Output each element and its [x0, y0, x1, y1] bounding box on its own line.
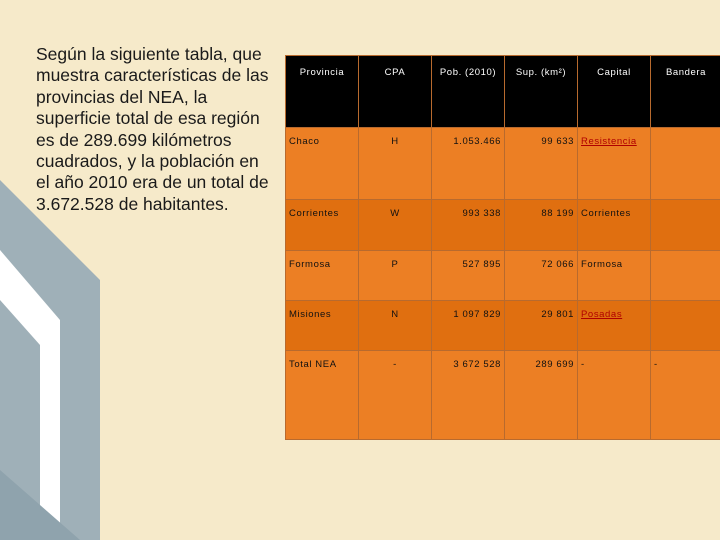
cell-poblacion: 527 895	[432, 250, 505, 300]
cell-poblacion: 3 672 528	[432, 351, 505, 440]
cell-poblacion: 1.053.466	[432, 128, 505, 200]
cell-capital	[578, 301, 651, 351]
header-poblacion: Pob. (2010)	[432, 56, 505, 128]
cell-superficie: 99 633	[505, 128, 578, 200]
cell-provincia: Total NEA	[286, 351, 359, 440]
header-provincia: Provincia	[286, 56, 359, 128]
cell-cpa: -	[359, 351, 432, 440]
cell-cpa: W	[359, 200, 432, 250]
cell-superficie: 72 066	[505, 250, 578, 300]
cell-capital: Corrientes	[578, 200, 651, 250]
table-row	[286, 200, 720, 250]
table-header-row	[286, 56, 720, 128]
cell-capital: Formosa	[578, 250, 651, 300]
cell-provincia: Corrientes	[286, 200, 359, 250]
cell-bandera: -	[651, 351, 720, 440]
table-row	[286, 301, 720, 351]
table-row	[286, 351, 720, 440]
cell-cpa: H	[359, 128, 432, 200]
cell-capital: -	[578, 351, 651, 440]
cell-provincia: Chaco	[286, 128, 359, 200]
provinces-table	[285, 55, 720, 440]
cell-superficie: 289 699	[505, 351, 578, 440]
cell-bandera	[651, 250, 720, 300]
cell-provincia: Formosa	[286, 250, 359, 300]
header-cpa: CPA	[359, 56, 432, 128]
table-row	[286, 128, 720, 200]
cell-bandera	[651, 301, 720, 351]
cell-bandera	[651, 128, 720, 200]
cell-cpa: P	[359, 250, 432, 300]
cell-superficie: 29 801	[505, 301, 578, 351]
cell-cpa: N	[359, 301, 432, 351]
header-superficie: Sup. (km²)	[505, 56, 578, 128]
header-bandera: Bandera	[651, 56, 720, 128]
cell-poblacion: 1 097 829	[432, 301, 505, 351]
cell-provincia: Misiones	[286, 301, 359, 351]
cell-capital	[578, 128, 651, 200]
cell-poblacion: 993 338	[432, 200, 505, 250]
cell-bandera	[651, 200, 720, 250]
capital-link-posadas[interactable]: Posadas	[581, 309, 623, 321]
cell-superficie: 88 199	[505, 200, 578, 250]
table-row	[286, 250, 720, 300]
capital-link-resistencia[interactable]: Resistencia	[581, 136, 637, 147]
intro-paragraph: Según la siguiente tabla, que muestra características de las provincias del NEA, la superficie total de esa región es de 289.699 kilómetros cuadrados, y la población en el año 2010 era de un total de 3.672.528 de habitantes.	[36, 44, 269, 214]
header-capital: Capital	[578, 56, 651, 128]
